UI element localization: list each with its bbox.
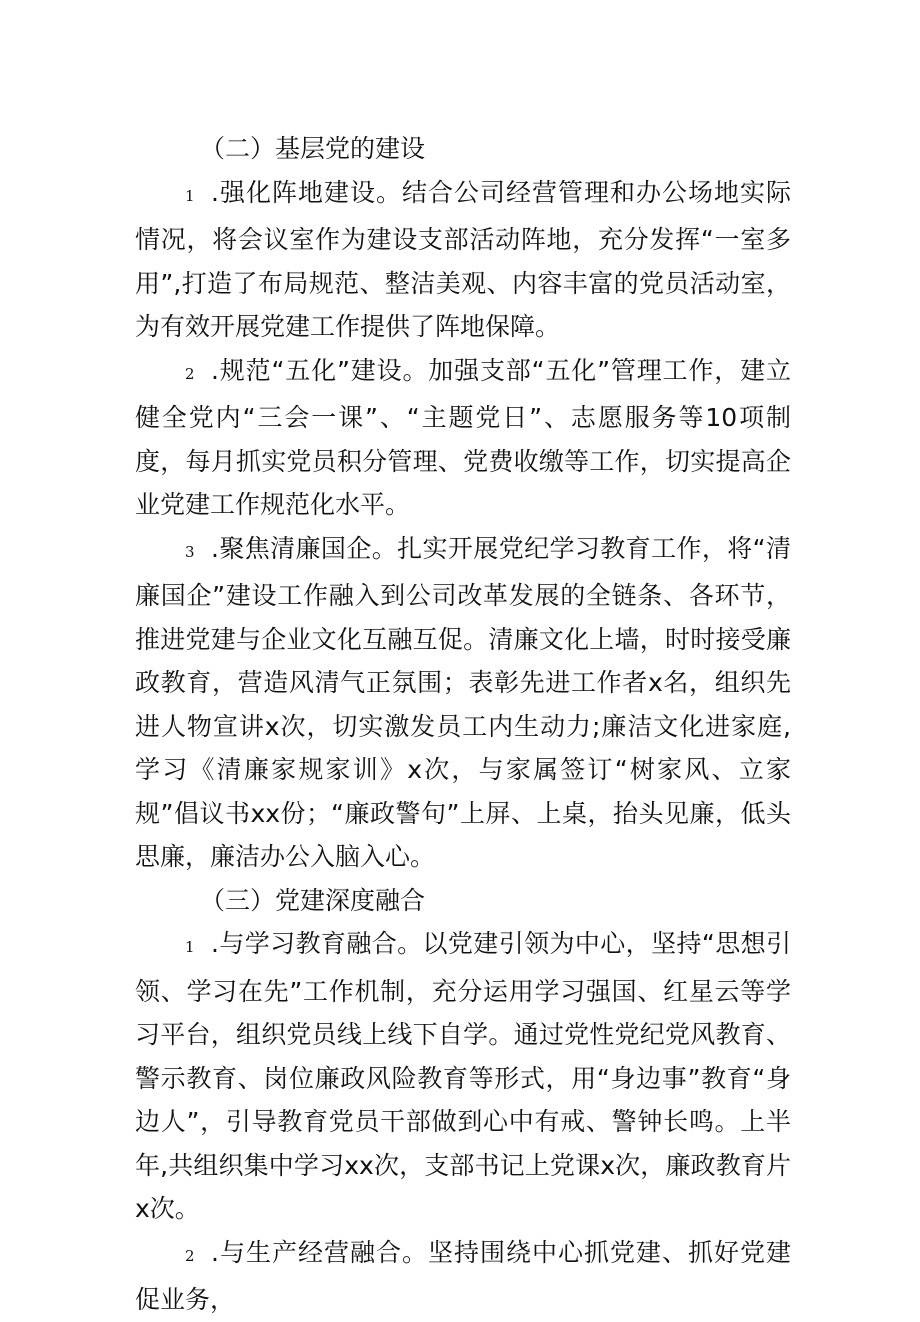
paragraph-2-3 bbox=[135, 527, 791, 879]
paragraph-text: .强化阵地建设。结合公司经营管理和办公场地实际情况，将会议室作为建设支部活动阵地，充分发挥“一室多用”,打造了布局规范、整洁美观、内容丰富的党员活动室，为有效开展党建工作提供了阵地保障。 bbox=[135, 177, 791, 341]
paragraph-text: .规范“五化”建设。加强支部“五化”管理工作，建立健全党内“三会一课”、“主题党日”、志愿服务等10项制度，每月抓实党员积分管理、党费收缴等工作，切实提高企业党建工作规范化水平。 bbox=[135, 355, 791, 519]
item-number: 1 bbox=[185, 938, 195, 956]
document-body bbox=[135, 127, 791, 1322]
section-heading-3: （三）党建深度融合 bbox=[200, 885, 426, 915]
paragraph-3-2 bbox=[135, 1231, 791, 1322]
section-heading-2: （二）基层党的建设 bbox=[200, 134, 426, 163]
item-number: 3 bbox=[185, 542, 195, 561]
paragraph-3-1 bbox=[135, 922, 791, 1231]
paragraph-text: .聚焦清廉国企。扎实开展党纪学习教育工作，将“清廉国企”建设工作融入到公司改革发展的全链条、各环节，推进党建与企业文化互融互促。清廉文化上墙，时时接受廉政教育，营造风清气正氛围；表彰先进工作者x名，组织先进人物宣讲x次，切实激发员工内生动力;廉洁文化进家庭,学习《清廉家规家训》x次，与家属签订“树家风、立家规”倡议书xx份；“廉政警句”上屏、上桌，抬头见廉，低头思廉，廉洁办公入脑入心。 bbox=[135, 533, 791, 871]
item-number: 1 bbox=[185, 186, 195, 205]
paragraph-2-1 bbox=[135, 171, 791, 349]
paragraph-2-2 bbox=[135, 349, 791, 527]
item-number: 2 bbox=[185, 364, 195, 383]
paragraph-text: .与生产经营融合。坚持围绕中心抓党建、抓好党建促业务， bbox=[135, 1237, 791, 1314]
item-number: 2 bbox=[185, 1246, 195, 1265]
paragraph-text: .与学习教育融合。以党建引领为中心，坚持“思想引领、学习在先”工作机制，充分运用学习强国、红星云等学习平台，组织党员线上线下自学。通过党性党纪党风教育、警示教育、岗位廉政风险教育等形式，用“身边事”教育“身边人”，引导教育党员干部做到心中有戒、警钟长鸣。上半年,共组织集中学习xx次，支部书记上党课x次，廉政教育片x次。 bbox=[135, 929, 791, 1223]
